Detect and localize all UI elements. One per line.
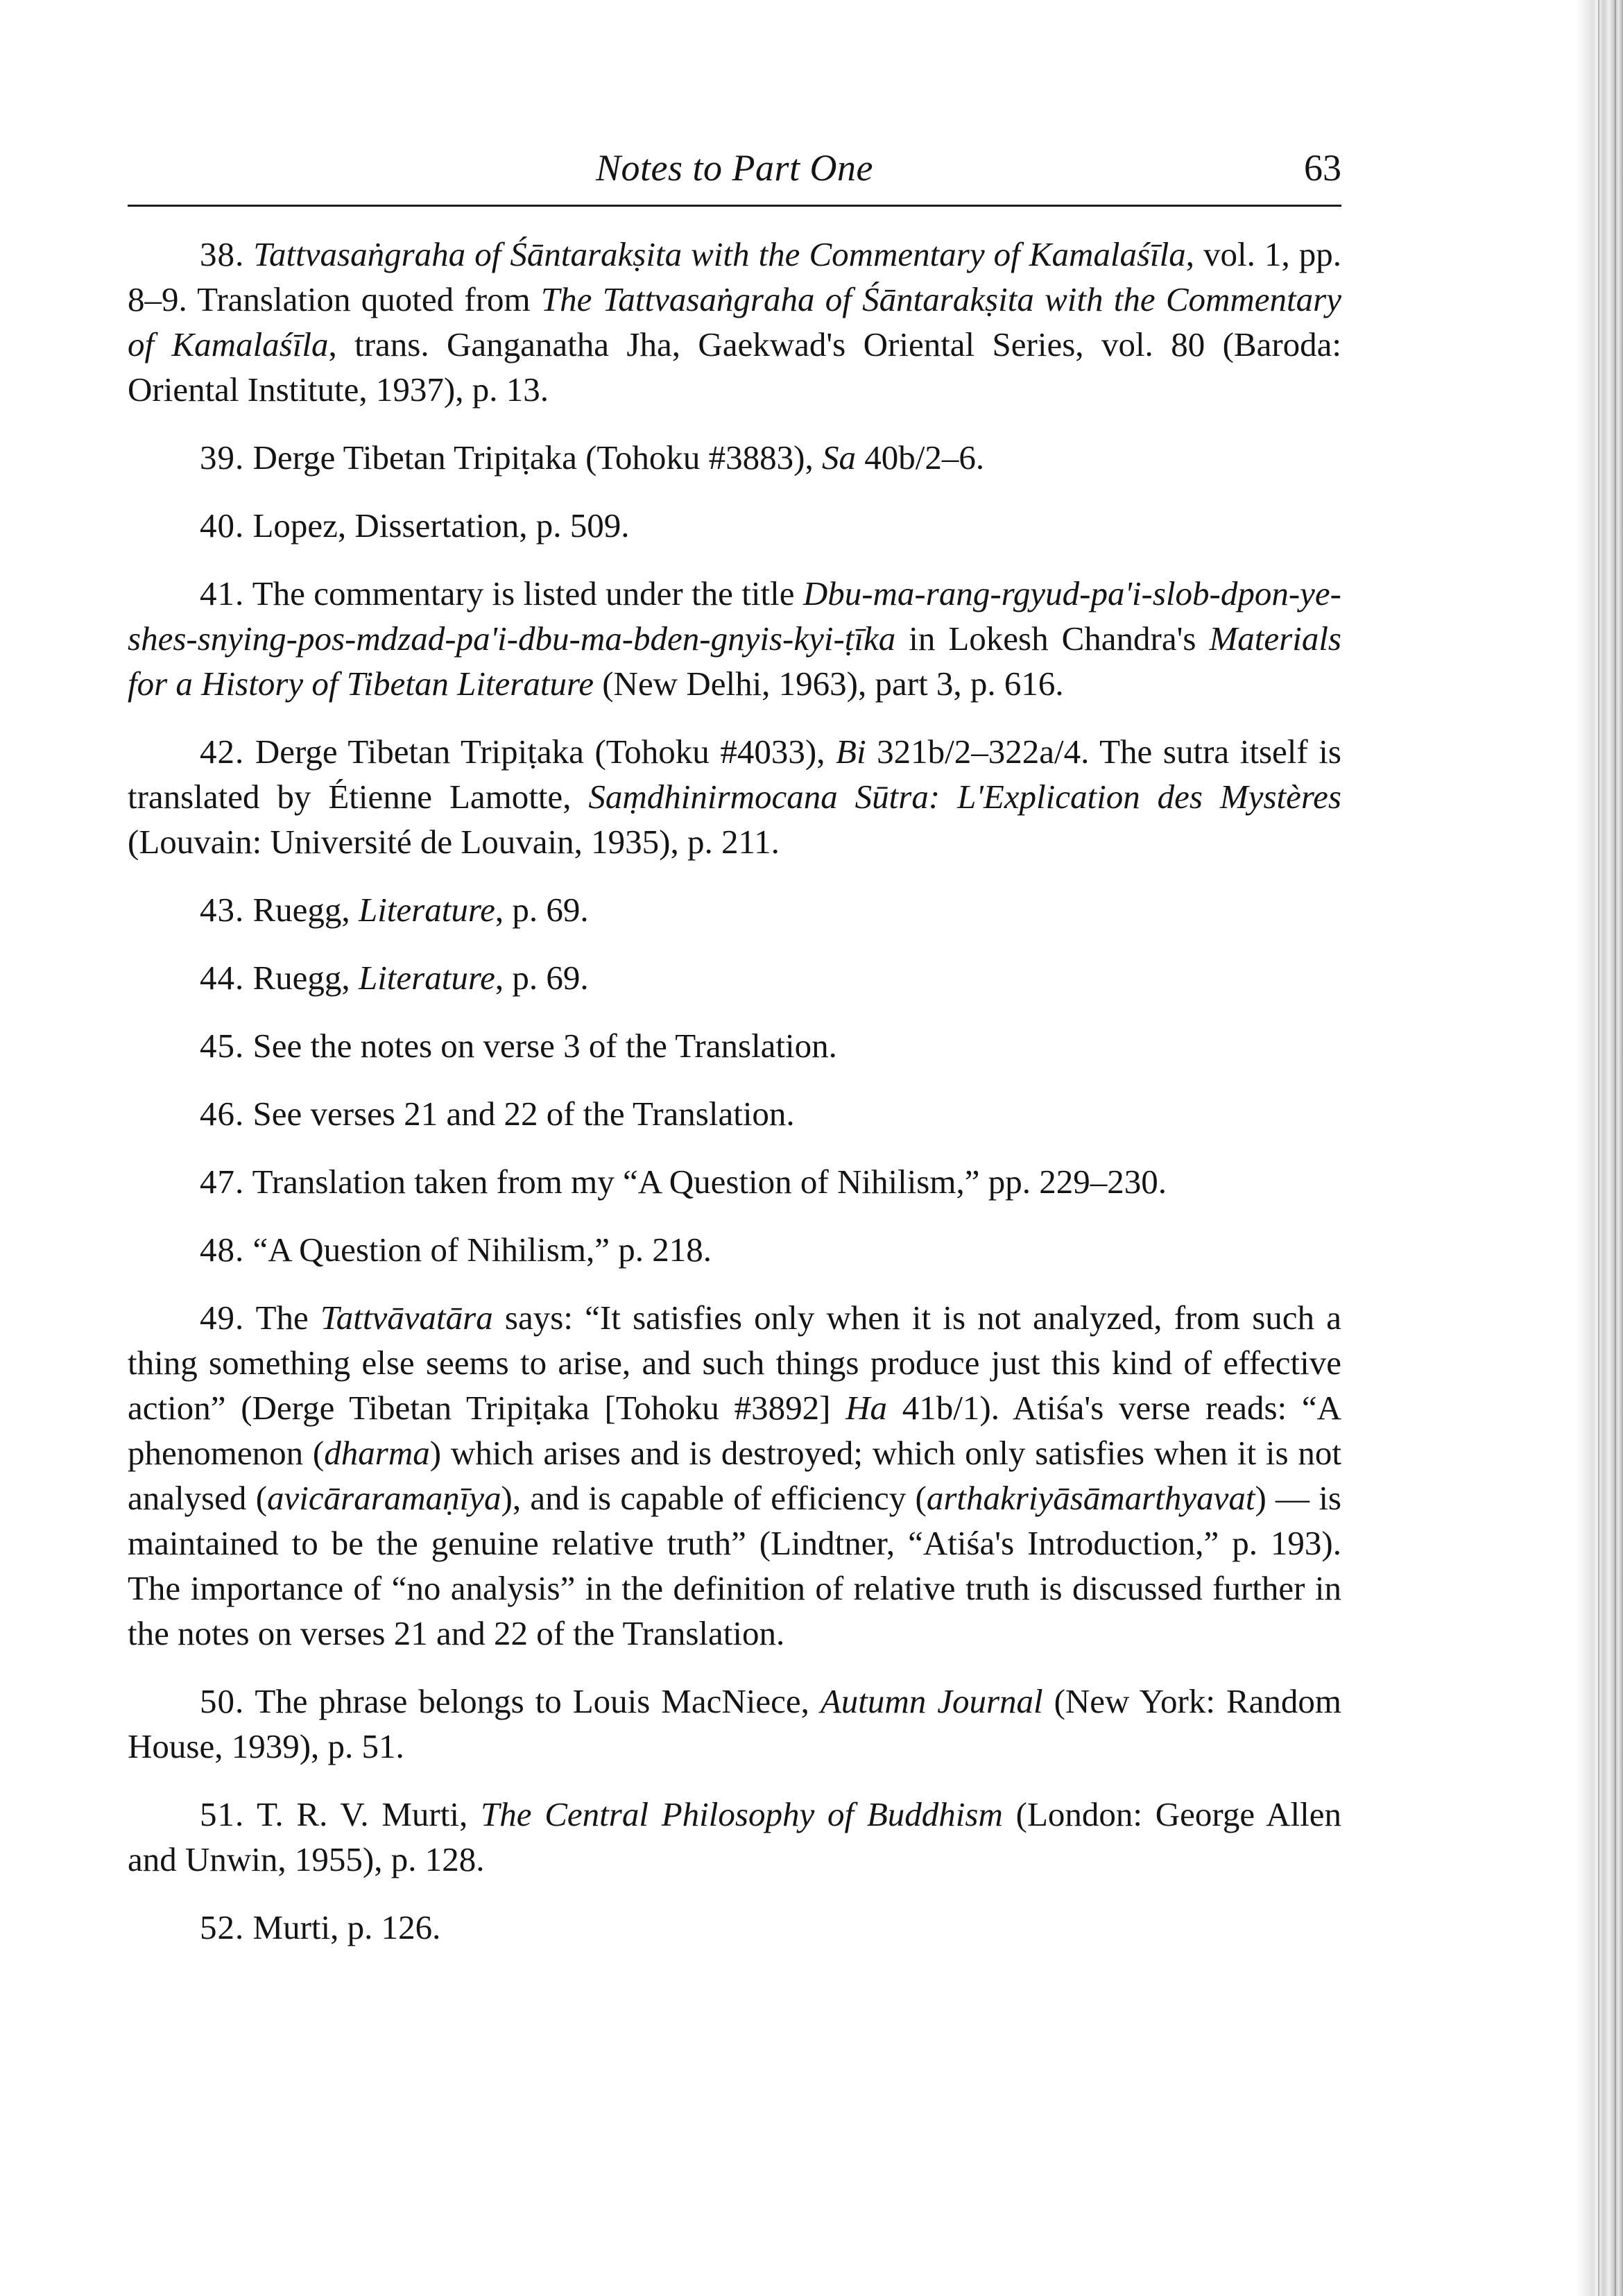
note-text: , p. 69. xyxy=(495,959,589,997)
note-title-italic: Bi xyxy=(836,733,866,771)
note-text: (London: George Allen and Unwin, 1955), p. 128. xyxy=(128,1795,1341,1878)
note-text: ) which arises and is destroyed; which only satisfies when it is not analysed ( xyxy=(128,1434,1341,1517)
note-title-italic: Ha xyxy=(845,1389,888,1427)
note-number: 42. xyxy=(200,733,245,771)
note-title-italic: Tattvāvatāra xyxy=(320,1299,493,1337)
note-number: 49. xyxy=(200,1299,245,1337)
note-title-italic: Saṃdhinirmocana Sūtra: L'Explication des Mystères xyxy=(588,778,1341,816)
note-39 xyxy=(128,435,1341,480)
note-title-italic: Literature xyxy=(358,891,495,929)
note-text: Ruegg, xyxy=(252,959,359,997)
note-text: (New Delhi, 1963), part 3, p. 616. xyxy=(593,665,1064,703)
note-number: 44. xyxy=(200,959,245,997)
note-title-italic: Sa xyxy=(822,438,856,477)
note-text: , vol. 1, pp. 8–9. Translation quoted from xyxy=(128,235,1341,318)
note-text: Ruegg, xyxy=(252,891,359,929)
note-text: The commentary is listed under the title xyxy=(252,574,803,612)
note-number: 52. xyxy=(200,1908,245,1946)
note-number: 51. xyxy=(200,1795,245,1833)
note-number: 40. xyxy=(200,506,245,545)
note-48 xyxy=(128,1227,1341,1272)
note-text: The xyxy=(255,1299,321,1337)
note-text: says: “It satisfies only when it is not analyzed, from such a thing something else seems to arise, and such things produce just this kind of effective action” (Derge Tibetan Tripiṭaka [Tohoku #3892] xyxy=(128,1299,1341,1427)
note-title-italic: dharma xyxy=(324,1434,430,1472)
note-title-italic: Dbu-ma-rang-rgyud-pa'i-slob-dpon-ye-shes-snying-pos-mdzad-pa'i-dbu-ma-bden-gnyis-kyi-ṭīka xyxy=(128,574,1341,658)
note-text: ), and is capable of efficiency ( xyxy=(501,1479,927,1517)
note-text: 41b/1). Atiśa's verse reads: “A phenomenon ( xyxy=(128,1389,1342,1472)
note-number: 47. xyxy=(200,1163,245,1201)
note-46 xyxy=(128,1091,1341,1136)
note-text: Lopez, Dissertation, p. 509. xyxy=(252,506,630,545)
note-text: 321b/2–322a/4. The sutra itself is translated by Étienne Lamotte, xyxy=(128,733,1341,816)
note-text: “A Question of Nihilism,” p. 218. xyxy=(252,1231,712,1269)
note-number: 41. xyxy=(200,574,245,612)
book-page xyxy=(128,142,1341,1973)
note-text: , trans. Ganganatha Jha, Gaekwad's Oriental Series, vol. 80 (Baroda: Oriental Institute, 1937), p. 13. xyxy=(128,325,1342,409)
note-number: 39. xyxy=(200,438,245,477)
note-text: (New York: Random House, 1939), p. 51. xyxy=(128,1682,1341,1765)
note-title-italic: Tattvasaṅgraha of Śāntarakṣita with the Commentary of Kamalaśīla xyxy=(253,235,1186,273)
note-text: Murti, p. 126. xyxy=(252,1908,441,1946)
note-number: 50. xyxy=(200,1682,245,1720)
note-title-italic: Materials for a History of Tibetan Literature xyxy=(128,619,1341,703)
note-text: ) — is maintained to be the genuine relative truth” (Lindtner, “Atiśa's Introduction,” p. 193). The importance of “no analysis” in the definition of relative truth is discussed further in the notes on verses 21 and 22 of the Translation. xyxy=(128,1479,1342,1652)
note-text: See the notes on verse 3 of the Translation. xyxy=(252,1027,837,1065)
note-number: 46. xyxy=(200,1095,245,1133)
note-number: 48. xyxy=(200,1231,245,1269)
running-title: Notes to Part One xyxy=(596,147,873,189)
note-number: 38. xyxy=(200,235,245,273)
note-38 xyxy=(128,232,1341,412)
gutter-shadow-line xyxy=(1615,0,1616,2296)
note-text: See verses 21 and 22 of the Translation. xyxy=(252,1095,795,1133)
note-title-italic: The Central Philosophy of Buddhism xyxy=(480,1795,1003,1833)
note-number: 45. xyxy=(200,1027,245,1065)
note-text: Translation taken from my “A Question of Nihilism,” pp. 229–230. xyxy=(252,1163,1167,1201)
note-text: T. R. V. Murti, xyxy=(257,1795,481,1833)
note-49 xyxy=(128,1295,1341,1656)
note-text: Derge Tibetan Tripiṭaka (Tohoku #4033), xyxy=(255,733,836,771)
note-title-italic: arthakriyāsāmarthyavat xyxy=(926,1479,1255,1517)
page-number: 63 xyxy=(1304,147,1341,189)
note-number: 43. xyxy=(200,891,245,929)
note-title-italic: Literature xyxy=(358,959,495,997)
note-title-italic: The Tattvasaṅgraha of Śāntarakṣita with the Commentary of Kamalaśīla xyxy=(128,280,1341,363)
note-text: , p. 69. xyxy=(495,891,589,929)
note-50 xyxy=(128,1679,1341,1769)
gutter-shadow-line xyxy=(1598,0,1599,2296)
note-text: Derge Tibetan Tripiṭaka (Tohoku #3883), xyxy=(252,438,822,477)
notes-list xyxy=(128,232,1341,1950)
note-title-italic: avicāraramaṇīya xyxy=(267,1479,501,1517)
note-43 xyxy=(128,887,1341,932)
note-title-italic: Autumn Journal xyxy=(820,1682,1043,1720)
note-47 xyxy=(128,1159,1341,1204)
note-40 xyxy=(128,503,1341,548)
note-52 xyxy=(128,1905,1341,1950)
note-text: The phrase belongs to Louis MacNiece, xyxy=(255,1682,821,1720)
note-44 xyxy=(128,955,1341,1000)
note-51 xyxy=(128,1792,1341,1882)
note-42 xyxy=(128,729,1341,864)
running-header xyxy=(128,142,1341,207)
note-41 xyxy=(128,571,1341,706)
note-45 xyxy=(128,1023,1341,1068)
note-text: (Louvain: Université de Louvain, 1935), p. 211. xyxy=(128,823,780,861)
note-text: in Lokesh Chandra's xyxy=(895,619,1210,658)
note-text: 40b/2–6. xyxy=(856,438,985,477)
